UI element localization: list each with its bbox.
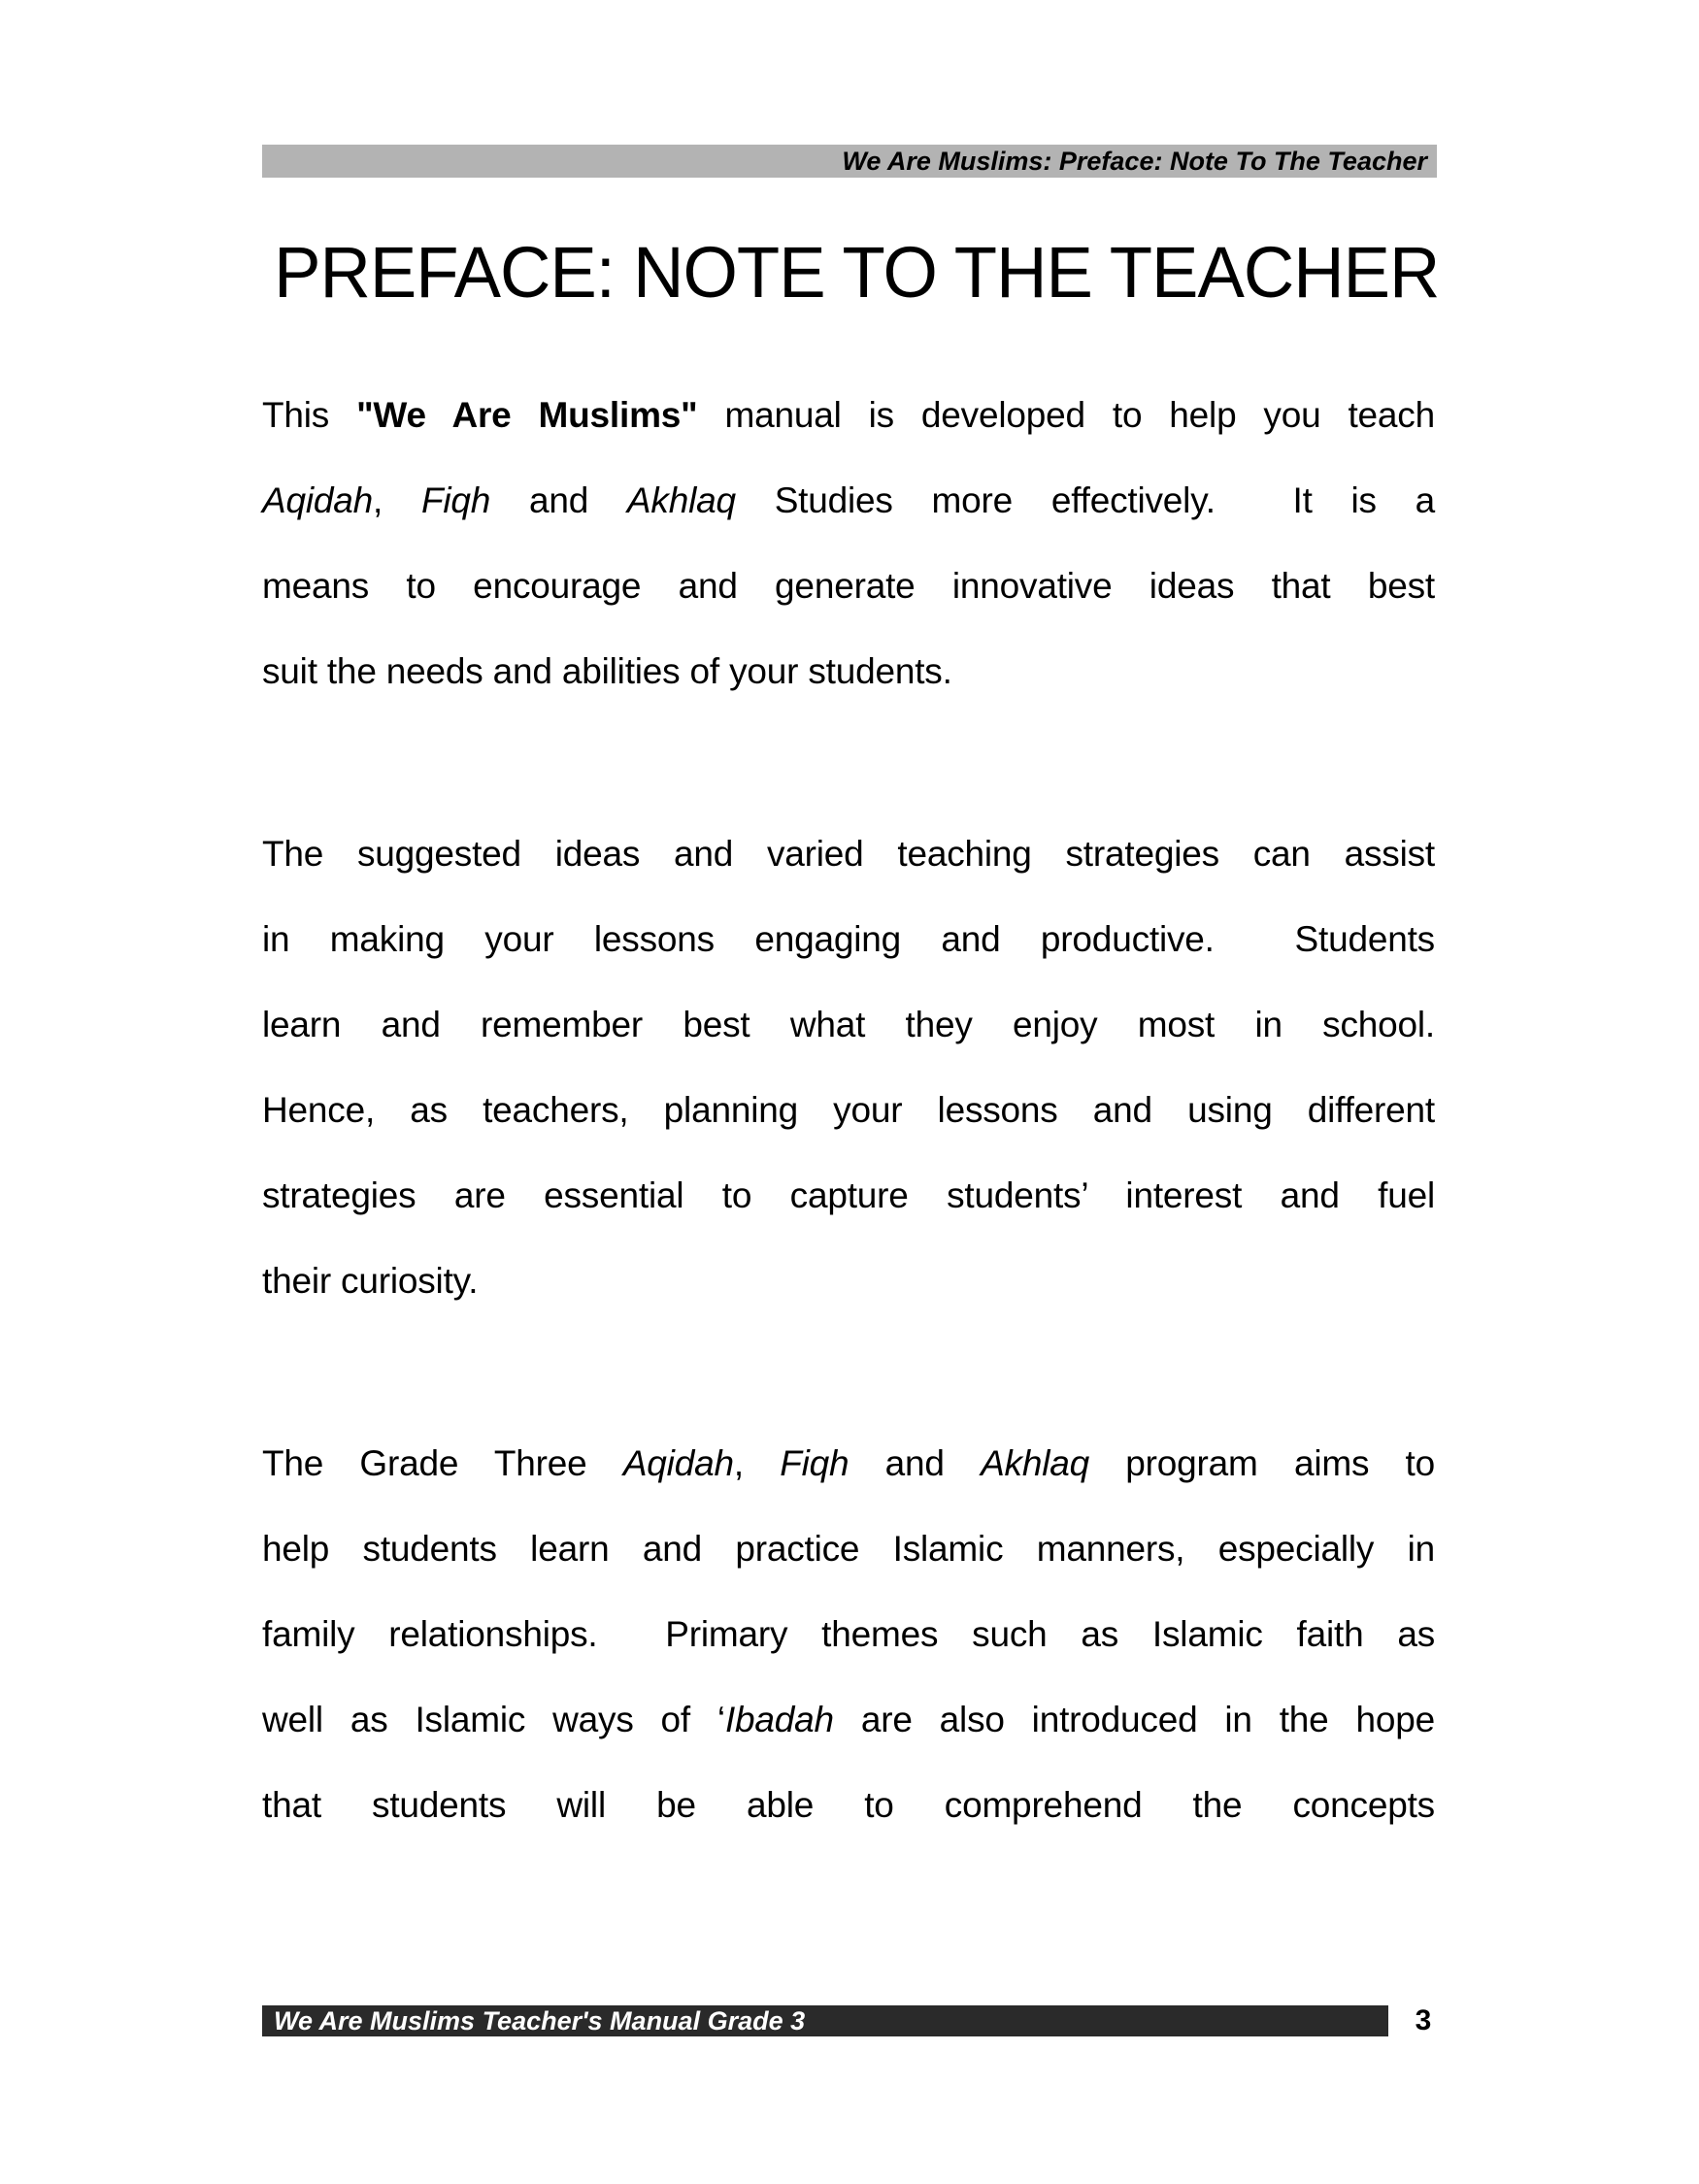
footer-text: We Are Muslims Teacher's Manual Grade 3	[274, 2005, 806, 2035]
paragraph-line	[262, 811, 1435, 897]
text-segment-italic: Aqidah	[622, 1443, 734, 1483]
paragraph-line	[262, 1677, 1435, 1763]
paragraph-line	[262, 629, 1435, 714]
text-segment-regular: program aims to	[1089, 1443, 1435, 1483]
text-segment-italic: Fiqh	[420, 480, 491, 520]
text-segment-regular: strategies are essential to capture students’ interest and fuel	[262, 1175, 1435, 1215]
text-segment-italic: Akhlaq	[981, 1443, 1090, 1483]
paragraph-line	[262, 897, 1435, 982]
paragraph-line	[262, 1592, 1435, 1677]
paragraph-line	[262, 1421, 1435, 1506]
header-bar	[262, 145, 1437, 178]
text-segment-italic: Ibadah	[724, 1700, 834, 1739]
text-segment-regular: learn and remember best what they enjoy most in school.	[262, 1005, 1435, 1044]
text-segment-regular: their curiosity.	[262, 1261, 479, 1301]
text-segment-regular: are also introduced in the hope	[833, 1700, 1435, 1739]
text-segment-regular: This	[262, 395, 357, 435]
text-segment-regular: manual is developed to help you teach	[697, 395, 1435, 435]
text-segment-regular: ,	[733, 1443, 781, 1483]
text-segment-regular: Studies more effectively. It is a	[735, 480, 1436, 520]
paragraph-line	[262, 1763, 1435, 1848]
paragraph	[262, 811, 1435, 1324]
text-segment-regular: well as Islamic ways of ‘	[262, 1700, 725, 1739]
footer-bar	[262, 2005, 1388, 2036]
running-head: We Are Muslims: Preface: Note To The Teacher	[842, 146, 1427, 176]
paragraph	[262, 373, 1435, 714]
text-segment-italic: Akhlaq	[626, 480, 736, 520]
paragraph-line	[262, 982, 1435, 1068]
paragraph	[262, 1421, 1435, 1848]
page-title: PREFACE: NOTE TO THE TEACHER	[274, 232, 1440, 313]
paragraph-line	[262, 458, 1435, 544]
text-segment-regular: and	[849, 1443, 982, 1483]
paragraph-line	[262, 544, 1435, 629]
text-segment-regular: Hence, as teachers, planning your lessons and using different	[262, 1090, 1435, 1130]
paragraph-line	[262, 1506, 1435, 1592]
page-number: 3	[1415, 2004, 1432, 2036]
text-segment-regular: in making your lessons engaging and productive. Students	[262, 919, 1435, 959]
text-segment-regular: and	[490, 480, 627, 520]
text-segment-regular: ,	[373, 480, 421, 520]
text-segment-regular: that students will be able to comprehend the concepts	[262, 1785, 1435, 1825]
paragraph-line	[262, 1153, 1435, 1239]
text-segment-italic: Fiqh	[780, 1443, 850, 1483]
text-segment-regular: help students learn and practice Islamic manners, especially in	[262, 1529, 1435, 1569]
text-segment-regular: The suggested ideas and varied teaching strategies can assist	[262, 834, 1435, 874]
paragraph-line	[262, 1239, 1435, 1324]
text-segment-regular: suit the needs and abilities of your students.	[262, 651, 952, 691]
text-segment-regular: The Grade Three	[262, 1443, 623, 1483]
paragraph-line	[262, 1068, 1435, 1153]
paragraph-line	[262, 373, 1435, 458]
text-segment-italic: Aqidah	[262, 480, 374, 520]
text-segment-regular: family relationships. Primary themes such as Islamic faith as	[262, 1614, 1435, 1654]
text-segment-bold: "We Are Muslims"	[356, 395, 698, 435]
body-text	[262, 373, 1435, 1848]
text-segment-regular: means to encourage and generate innovative ideas that best	[262, 566, 1435, 606]
